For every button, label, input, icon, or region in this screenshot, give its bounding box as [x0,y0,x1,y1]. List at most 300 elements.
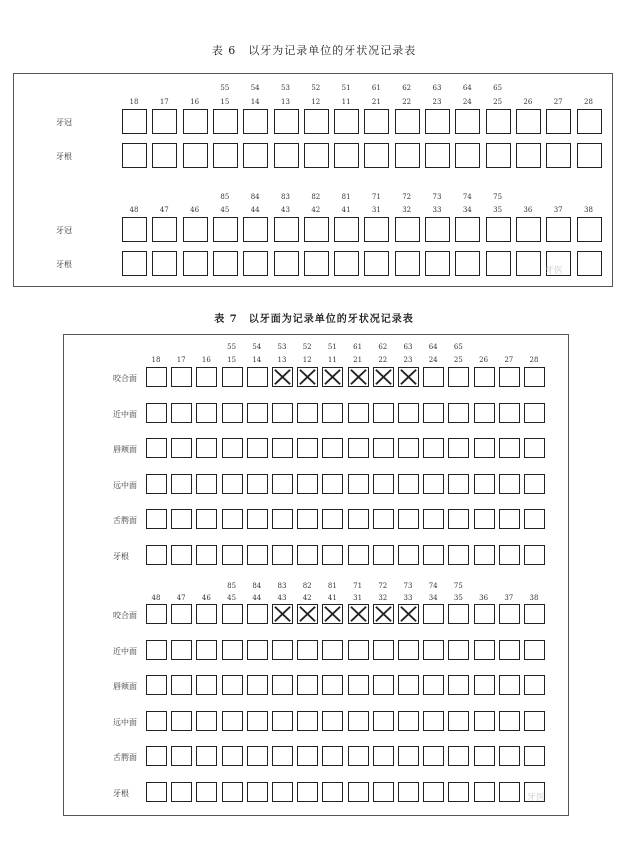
t6-lower-permanent-44: 44 [250,206,260,214]
t7-lower-box[interactable] [196,711,217,731]
t7-upper-box[interactable] [297,474,318,494]
t7-upper-box[interactable] [448,403,469,423]
t6-upper-box[interactable] [334,143,359,168]
t7-upper-permanent-14: 14 [252,356,262,364]
t6-upper-box[interactable] [183,143,208,168]
t7-upper-box[interactable] [474,474,495,494]
t7-upper-box[interactable] [222,403,243,423]
t7-lower-box[interactable] [222,711,243,731]
t6-lower-box[interactable] [183,217,208,242]
t7-upper-permanent-28: 28 [529,356,539,364]
t7-upper-box[interactable] [348,474,369,494]
tooth-box-crossed[interactable] [322,367,343,387]
t6-lower-permanent-36: 36 [523,206,533,214]
t7-upper-box[interactable] [222,367,243,387]
t6-upper-box[interactable] [577,109,602,134]
t6-upper-permanent-15: 15 [220,98,230,106]
t6-upper-box[interactable] [546,109,571,134]
t7-upper-box[interactable] [499,403,520,423]
t6-lower-box[interactable] [364,251,389,276]
t7-lower-box[interactable] [398,782,419,802]
t6-lower-box[interactable] [304,251,329,276]
t7-upper-box[interactable] [423,403,444,423]
t7-lower-box[interactable] [499,746,520,766]
tooth-box-crossed[interactable] [398,367,419,387]
t6-lower-box[interactable] [152,217,177,242]
t7-lower-box[interactable] [373,640,394,660]
t6-lower-permanent-48: 48 [129,206,139,214]
t7-upper-box[interactable] [272,509,293,529]
t6-lower-box[interactable] [334,217,359,242]
t7-upper-box[interactable] [373,545,394,565]
t6-lower-permanent-32: 32 [402,206,412,214]
t6-lower-box[interactable] [364,217,389,242]
t7-upper-box[interactable] [398,438,419,458]
t7-upper-box[interactable] [423,438,444,458]
t7-upper-box[interactable] [297,509,318,529]
t7-upper-box[interactable] [322,474,343,494]
t7-upper-box[interactable] [171,367,192,387]
t7-lower-permanent-48: 48 [151,594,161,602]
t7-lower-box[interactable] [398,675,419,695]
t7-lower-box[interactable] [222,640,243,660]
t7-upper-box[interactable] [297,403,318,423]
t6-upper-permanent-12: 12 [311,98,321,106]
t7-upper-box[interactable] [423,545,444,565]
t7-upper-box[interactable] [146,367,167,387]
t7-upper-box[interactable] [499,438,520,458]
t6-upper-box[interactable] [213,143,238,168]
t7-lower-box[interactable] [297,675,318,695]
t7-lower-box[interactable] [247,675,268,695]
t7-lower-box[interactable] [247,746,268,766]
t7-lower-box[interactable] [348,640,369,660]
t7-lower-box[interactable] [222,604,243,624]
t6-lower-primary-73: 73 [432,193,442,201]
t6-upper-box[interactable] [183,109,208,134]
t6-lower-box[interactable] [486,217,511,242]
t7-lower-box[interactable] [474,782,495,802]
t7-lower-label-3: 远中面 [113,717,137,727]
t7-lower-box[interactable] [524,746,545,766]
t7-upper-box[interactable] [448,438,469,458]
t6-lower-primary-83: 83 [281,193,290,201]
t7-upper-box[interactable] [524,438,545,458]
t6-lower-permanent-38: 38 [584,206,593,214]
t7-upper-box[interactable] [247,545,268,565]
t7-upper-box[interactable] [398,403,419,423]
t7-upper-box[interactable] [146,474,167,494]
t6-upper-box[interactable] [577,143,602,168]
t6-upper-box[interactable] [152,143,177,168]
watermark-1: 牙医 [545,266,564,276]
t7-upper-box[interactable] [146,403,167,423]
t7-upper-box[interactable] [398,474,419,494]
tooth-box-crossed[interactable] [322,604,343,624]
t7-upper-box[interactable] [474,367,495,387]
t6-upper-label-1: 牙根 [56,152,72,161]
t7-upper-primary-64: 64 [428,343,438,351]
t6-lower-box[interactable] [455,217,480,242]
t7-lower-box[interactable] [171,746,192,766]
t7-upper-box[interactable] [196,367,217,387]
t6-upper-box[interactable] [486,109,511,134]
t6-upper-box[interactable] [455,143,480,168]
tooth-box-crossed[interactable] [272,604,293,624]
t7-upper-box[interactable] [524,474,545,494]
t7-lower-box[interactable] [322,640,343,660]
t6-lower-box[interactable] [274,251,299,276]
t6-lower-box[interactable] [395,217,420,242]
t6-lower-box[interactable] [516,251,541,276]
t7-lower-box[interactable] [474,640,495,660]
t6-lower-box[interactable] [183,251,208,276]
t6-lower-primary-75: 75 [493,193,503,201]
t7-upper-permanent-21: 21 [353,356,363,364]
t7-lower-box[interactable] [146,604,167,624]
t7-lower-box[interactable] [247,604,268,624]
t7-upper-box[interactable] [474,509,495,529]
t6-lower-box[interactable] [274,217,299,242]
t7-upper-box[interactable] [171,474,192,494]
t7-lower-primary-84: 84 [252,582,262,590]
t7-upper-box[interactable] [448,367,469,387]
t7-lower-box[interactable] [448,782,469,802]
table7-title: 表 7 以牙面为记录单位的牙状况记录表 [214,314,414,325]
t7-lower-box[interactable] [499,782,520,802]
t7-upper-box[interactable] [322,545,343,565]
t7-lower-box[interactable] [398,640,419,660]
t7-lower-box[interactable] [171,604,192,624]
t7-upper-box[interactable] [398,509,419,529]
t6-upper-box[interactable] [122,109,147,134]
t7-upper-label-2: 唇颊面 [113,445,137,455]
t7-upper-primary-51: 51 [327,343,337,351]
t6-lower-label-1: 牙根 [56,260,72,269]
t6-upper-box[interactable] [546,143,571,168]
t6-upper-box[interactable] [425,143,450,168]
t6-lower-box[interactable] [455,251,480,276]
t7-lower-box[interactable] [499,604,520,624]
t7-upper-box[interactable] [196,474,217,494]
t7-lower-box[interactable] [297,746,318,766]
t7-lower-box[interactable] [272,640,293,660]
t7-lower-box[interactable] [146,746,167,766]
t6-upper-box[interactable] [395,109,420,134]
t7-lower-label-1: 近中面 [113,646,137,656]
t7-lower-box[interactable] [171,782,192,802]
t7-upper-box[interactable] [196,403,217,423]
t7-upper-box[interactable] [272,403,293,423]
t7-upper-box[interactable] [146,545,167,565]
t7-lower-box[interactable] [222,675,243,695]
t6-lower-box[interactable] [213,217,238,242]
t6-upper-primary-52: 52 [311,84,321,92]
t7-lower-box[interactable] [524,711,545,731]
t6-upper-primary-53: 53 [281,84,290,92]
t7-lower-box[interactable] [146,640,167,660]
t7-lower-box[interactable] [474,711,495,731]
t7-lower-box[interactable] [196,782,217,802]
t7-upper-box[interactable] [373,403,394,423]
t7-upper-box[interactable] [348,438,369,458]
t6-upper-label-0: 牙冠 [56,118,72,127]
t6-upper-box[interactable] [395,143,420,168]
t6-upper-permanent-16: 16 [190,98,200,106]
t7-lower-box[interactable] [423,640,444,660]
t7-lower-box[interactable] [247,782,268,802]
t6-upper-permanent-21: 21 [371,98,381,106]
t7-lower-box[interactable] [171,675,192,695]
t7-upper-box[interactable] [499,367,520,387]
t7-upper-box[interactable] [524,367,545,387]
t7-lower-box[interactable] [499,640,520,660]
t7-lower-box[interactable] [272,675,293,695]
t7-lower-box[interactable] [373,711,394,731]
t7-upper-box[interactable] [524,509,545,529]
t6-lower-box[interactable] [122,217,147,242]
t7-upper-box[interactable] [196,509,217,529]
t7-lower-box[interactable] [222,782,243,802]
tooth-box-crossed[interactable] [398,604,419,624]
t7-lower-box[interactable] [373,782,394,802]
t6-lower-permanent-43: 43 [281,206,290,214]
t7-lower-box[interactable] [196,604,217,624]
t7-lower-box[interactable] [146,711,167,731]
t7-upper-box[interactable] [146,509,167,529]
t7-upper-box[interactable] [247,403,268,423]
t7-upper-box[interactable] [222,474,243,494]
t7-upper-box[interactable] [499,509,520,529]
t6-upper-box[interactable] [516,109,541,134]
t6-lower-box[interactable] [516,217,541,242]
t7-lower-box[interactable] [423,782,444,802]
tooth-box-crossed[interactable] [348,367,369,387]
t7-lower-box[interactable] [524,675,545,695]
t6-lower-primary-81: 81 [341,193,351,201]
t7-lower-permanent-33: 33 [403,594,413,602]
t7-upper-box[interactable] [322,509,343,529]
t7-upper-box[interactable] [272,474,293,494]
t7-upper-box[interactable] [196,545,217,565]
t7-upper-box[interactable] [171,509,192,529]
t7-upper-box[interactable] [322,438,343,458]
t6-lower-box[interactable] [577,251,602,276]
tooth-box-crossed[interactable] [297,604,318,624]
t7-lower-box[interactable] [474,746,495,766]
t7-lower-box[interactable] [297,782,318,802]
t7-lower-box[interactable] [196,746,217,766]
t6-lower-box[interactable] [243,217,268,242]
t7-lower-box[interactable] [448,675,469,695]
t7-lower-box[interactable] [373,675,394,695]
t7-lower-box[interactable] [474,604,495,624]
t7-lower-box[interactable] [474,675,495,695]
t7-lower-box[interactable] [398,711,419,731]
t7-lower-box[interactable] [448,746,469,766]
t7-upper-box[interactable] [398,545,419,565]
t7-upper-box[interactable] [474,545,495,565]
t7-lower-box[interactable] [196,675,217,695]
t7-lower-box[interactable] [398,746,419,766]
t7-lower-box[interactable] [297,640,318,660]
t6-lower-permanent-37: 37 [553,206,563,214]
tooth-box-crossed[interactable] [348,604,369,624]
t6-upper-primary-61: 61 [371,84,381,92]
t7-upper-box[interactable] [448,509,469,529]
t7-lower-box[interactable] [297,711,318,731]
t7-upper-box[interactable] [247,474,268,494]
t7-lower-box[interactable] [171,711,192,731]
t7-lower-box[interactable] [322,711,343,731]
t7-lower-box[interactable] [348,675,369,695]
t6-upper-box[interactable] [243,143,268,168]
t6-lower-box[interactable] [152,251,177,276]
t7-upper-box[interactable] [423,474,444,494]
t6-lower-box[interactable] [304,217,329,242]
t6-lower-box[interactable] [425,251,450,276]
t7-lower-box[interactable] [524,640,545,660]
t7-upper-box[interactable] [272,545,293,565]
t7-lower-box[interactable] [222,746,243,766]
t7-upper-box[interactable] [373,509,394,529]
t6-upper-box[interactable] [364,143,389,168]
t7-lower-box[interactable] [348,746,369,766]
t7-lower-box[interactable] [146,782,167,802]
t7-upper-box[interactable] [222,509,243,529]
t6-upper-box[interactable] [274,143,299,168]
t7-lower-box[interactable] [171,640,192,660]
t6-upper-primary-51: 51 [341,84,351,92]
t7-upper-box[interactable] [448,474,469,494]
t6-upper-permanent-26: 26 [523,98,533,106]
tooth-box-crossed[interactable] [373,604,394,624]
t6-upper-permanent-22: 22 [402,98,412,106]
tooth-box-crossed[interactable] [373,367,394,387]
t7-lower-box[interactable] [499,675,520,695]
t7-upper-box[interactable] [297,545,318,565]
t7-upper-box[interactable] [423,367,444,387]
t7-upper-box[interactable] [448,545,469,565]
t6-lower-box[interactable] [486,251,511,276]
table6-title: 表 6 以牙为记录单位的牙状况记录表 [211,44,417,57]
t7-lower-box[interactable] [524,604,545,624]
t6-upper-box[interactable] [486,143,511,168]
t6-lower-box[interactable] [425,217,450,242]
t6-lower-primary-84: 84 [250,193,260,201]
t6-upper-box[interactable] [304,109,329,134]
t7-lower-box[interactable] [499,711,520,731]
t7-upper-box[interactable] [171,438,192,458]
t7-upper-box[interactable] [373,474,394,494]
t7-lower-box[interactable] [247,711,268,731]
t6-upper-box[interactable] [122,143,147,168]
t6-lower-box[interactable] [122,251,147,276]
t7-lower-label-4: 舌腭面 [113,753,137,763]
t7-lower-box[interactable] [322,782,343,802]
t7-upper-permanent-23: 23 [403,356,413,364]
t7-upper-box[interactable] [524,545,545,565]
t7-lower-box[interactable] [448,711,469,731]
t6-upper-box[interactable] [455,109,480,134]
t6-lower-box[interactable] [213,251,238,276]
tooth-box-crossed[interactable] [272,367,293,387]
t7-lower-box[interactable] [272,711,293,731]
t7-upper-box[interactable] [222,438,243,458]
t6-upper-box[interactable] [213,109,238,134]
t7-upper-box[interactable] [146,438,167,458]
t7-lower-box[interactable] [448,604,469,624]
t6-lower-box[interactable] [546,217,571,242]
t6-upper-box[interactable] [274,109,299,134]
t7-lower-box[interactable] [196,640,217,660]
t6-upper-box[interactable] [243,109,268,134]
t7-upper-box[interactable] [524,403,545,423]
t7-upper-box[interactable] [423,509,444,529]
t7-lower-box[interactable] [247,640,268,660]
t7-upper-box[interactable] [348,545,369,565]
t7-lower-box[interactable] [423,746,444,766]
t7-lower-box[interactable] [272,782,293,802]
t7-lower-box[interactable] [373,746,394,766]
t7-lower-label-0: 咬合面 [113,611,137,620]
t7-lower-permanent-42: 42 [302,594,312,602]
t6-upper-box[interactable] [304,143,329,168]
t6-upper-box[interactable] [152,109,177,134]
t6-upper-primary-55: 55 [220,84,230,92]
t6-lower-box[interactable] [334,251,359,276]
t7-upper-box[interactable] [499,474,520,494]
t7-upper-box[interactable] [348,509,369,529]
t7-lower-box[interactable] [272,746,293,766]
t7-upper-box[interactable] [499,545,520,565]
t6-upper-box[interactable] [425,109,450,134]
t7-lower-box[interactable] [146,675,167,695]
t7-upper-box[interactable] [272,438,293,458]
t6-upper-box[interactable] [516,143,541,168]
t7-lower-box[interactable] [423,675,444,695]
t6-upper-box[interactable] [334,109,359,134]
t7-lower-box[interactable] [322,675,343,695]
t7-upper-box[interactable] [222,545,243,565]
t7-upper-box[interactable] [348,403,369,423]
t7-lower-box[interactable] [423,604,444,624]
t7-upper-box[interactable] [373,438,394,458]
t6-lower-permanent-47: 47 [159,206,169,214]
tooth-box-crossed[interactable] [297,367,318,387]
t7-upper-box[interactable] [297,438,318,458]
t7-upper-box[interactable] [196,438,217,458]
t7-upper-label-1: 近中面 [113,409,137,419]
t6-upper-box[interactable] [364,109,389,134]
t7-lower-box[interactable] [348,711,369,731]
t7-upper-box[interactable] [247,367,268,387]
t7-upper-box[interactable] [247,438,268,458]
t7-upper-box[interactable] [322,403,343,423]
t6-lower-box[interactable] [243,251,268,276]
t7-upper-box[interactable] [474,438,495,458]
t7-lower-box[interactable] [448,640,469,660]
t7-upper-box[interactable] [171,545,192,565]
t7-lower-box[interactable] [348,782,369,802]
t7-upper-box[interactable] [247,509,268,529]
t6-lower-box[interactable] [395,251,420,276]
t6-lower-box[interactable] [577,217,602,242]
t7-lower-box[interactable] [423,711,444,731]
t7-lower-box[interactable] [322,746,343,766]
t7-upper-box[interactable] [474,403,495,423]
t7-upper-box[interactable] [171,403,192,423]
